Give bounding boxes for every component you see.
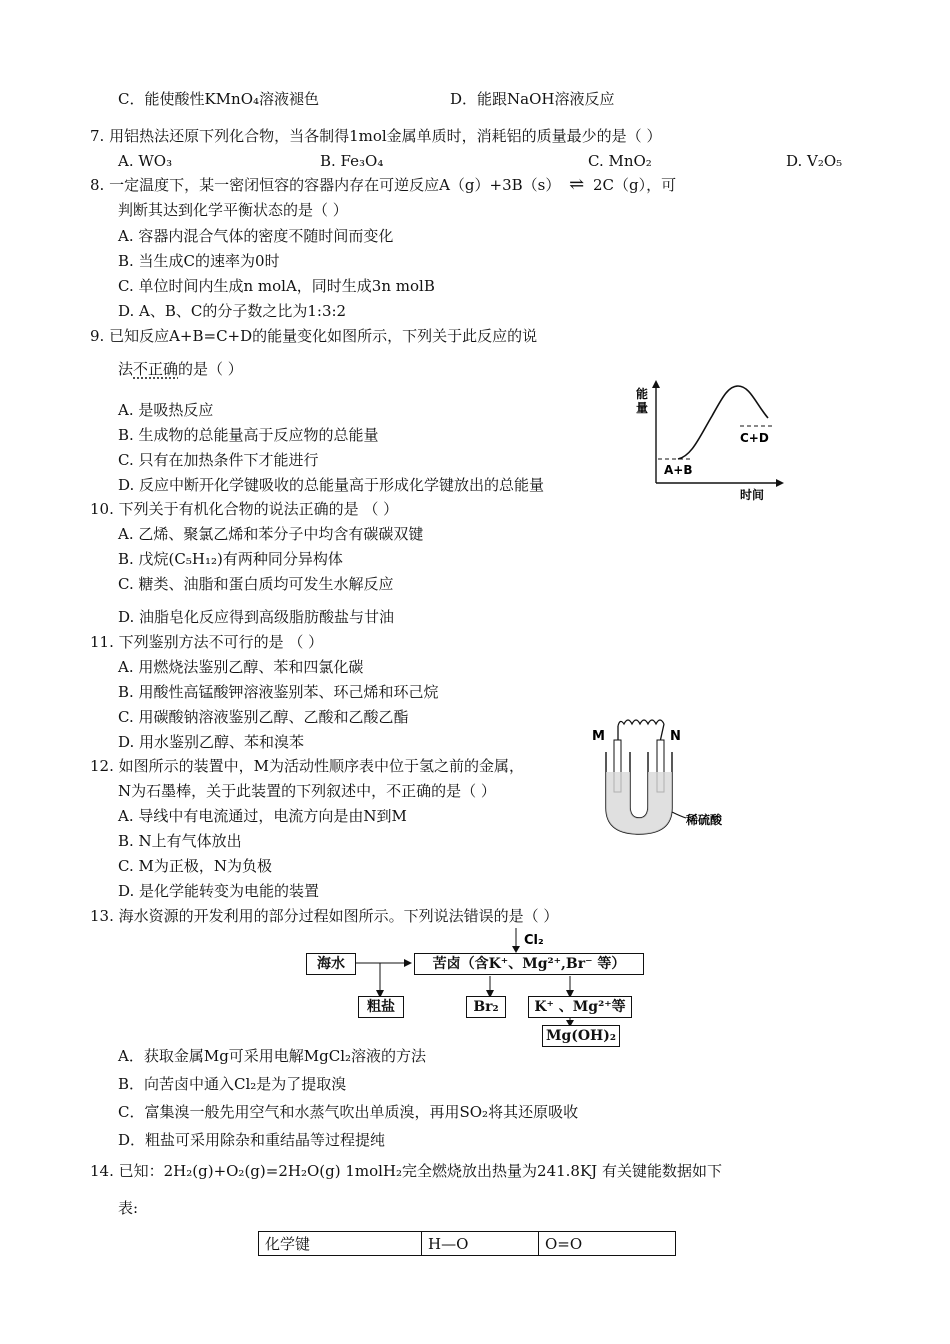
q9-option-c: C. 只有在加热条件下才能进行 — [118, 451, 319, 469]
reactant-label: A+B — [664, 463, 693, 477]
q12-option-a: A. 导线中有电流通过，电流方向是由N到M — [118, 807, 407, 825]
bond-energy-table — [258, 1231, 676, 1256]
q12-stem-line2: N为石墨棒，关于此装置的下列叙述中，不正确的是（ ） — [118, 782, 496, 800]
q9-emphasis: 不正确 — [133, 360, 179, 378]
table-row — [259, 1232, 676, 1256]
q9-option-d: D. 反应中断开化学键吸收的总能量高于形成化学键放出的总能量 — [118, 476, 545, 494]
table-header-bond: 化学键 — [259, 1232, 422, 1256]
q10-option-c: C. 糖类、油脂和蛋白质均可发生水解反应 — [118, 575, 394, 593]
q8-option-d: D. A、B、C的分子数之比为1:3:2 — [118, 302, 347, 320]
q14-stem-line1: 14. 已知：2H₂(g)+O₂(g)=2H₂O(g) 1molH₂完全燃烧放出热量为241.8KJ 有关键能数据如下 — [90, 1162, 722, 1180]
xlabel: 时间 — [740, 488, 765, 502]
acid-label: 稀硫酸 — [686, 813, 723, 827]
mgoh2-box: Mg(OH)₂ — [542, 1025, 620, 1047]
q6-option-d: D．能跟NaOH溶液反应 — [450, 90, 615, 108]
bittern-box: 苦卤（含K⁺、Mg²⁺,Br⁻ 等） — [414, 953, 644, 975]
q9-stem-suffix: 的是（ ） — [178, 360, 243, 378]
q9-stem-line2 — [118, 359, 243, 379]
q10-option-a: A. 乙烯、聚氯乙烯和苯分子中均含有碳碳双键 — [118, 525, 424, 543]
q8-option-c: C. 单位时间内生成n molA，同时生成3n molB — [118, 277, 435, 295]
cl2-label: Cl₂ — [524, 933, 544, 948]
electrode-m-label: M — [592, 729, 605, 744]
q12-option-c: C. M为正极，N为负极 — [118, 857, 272, 875]
br2-box: Br₂ — [466, 996, 506, 1018]
table-header-ho: H—O — [422, 1232, 539, 1256]
q8-stem-part1: 8. 一定温度下，某一密闭恒容的容器内存在可逆反应A（g）+3B（s） — [90, 176, 561, 194]
q10-option-b: B. 戊烷(C₅H₁₂)有两种同分异构体 — [118, 550, 343, 568]
q11-option-a: A. 用燃烧法鉴别乙醇、苯和四氯化碳 — [118, 658, 364, 676]
u-tube-figure — [588, 712, 768, 842]
product-label: C+D — [740, 431, 769, 445]
q12-option-b: B. N上有气体放出 — [118, 832, 242, 850]
electrode-n-label: N — [670, 729, 681, 744]
q10-option-d: D. 油脂皂化反应得到高级脂肪酸盐与甘油 — [118, 608, 395, 626]
q11-stem: 11. 下列鉴别方法不可行的是 （ ） — [90, 633, 324, 651]
q7-option-d: D. V₂O₅ — [786, 152, 843, 170]
q9-option-a: A. 是吸热反应 — [118, 401, 214, 419]
q12-option-d: D. 是化学能转变为电能的装置 — [118, 882, 320, 900]
q10-stem: 10. 下列关于有机化合物的说法正确的是 （ ） — [90, 500, 399, 518]
q7-option-a: A. WO₃ — [118, 152, 173, 170]
q13-option-c: C．富集溴一般先用空气和水蒸气吹出单质溴，再用SO₂将其还原吸收 — [118, 1103, 579, 1121]
q13-stem: 13. 海水资源的开发利用的部分过程如图所示。下列说法错误的是（ ） — [90, 907, 559, 925]
q8-option-a: A. 容器内混合气体的密度不随时间而变化 — [118, 227, 394, 245]
q9-option-b: B. 生成物的总能量高于反应物的总能量 — [118, 426, 379, 444]
q8-stem-line2: 判断其达到化学平衡状态的是（ ） — [118, 201, 348, 219]
q13-option-a: A．获取金属Mg可采用电解MgCl₂溶液的方法 — [118, 1047, 427, 1065]
q7-option-c: C. MnO₂ — [588, 152, 652, 170]
q13-option-d: D．粗盐可采用除杂和重结晶等过程提纯 — [118, 1131, 386, 1149]
q9-stem-prefix: 法 — [118, 360, 134, 378]
table-header-oo: O=O — [539, 1232, 676, 1256]
seawater-box: 海水 — [306, 953, 356, 975]
q7-stem: 7. 用铝热法还原下列化合物，当各制得1mol金属单质时，消耗铝的质量最少的是（ ） — [90, 127, 662, 145]
q11-option-d: D. 用水鉴别乙醇、苯和溴苯 — [118, 733, 305, 751]
q9-stem-line1: 9. 已知反应A+B=C+D的能量变化如图所示，下列关于此反应的说 — [90, 327, 538, 345]
q8-stem-part2: 2C（g），可 — [593, 176, 677, 194]
q14-stem-line2: 表: — [118, 1199, 139, 1217]
reversible-arrow-icon: ⇌ — [569, 174, 585, 195]
q6-option-c: C．能使酸性KMnO₄溶液褪色 — [118, 90, 320, 108]
crude-salt-box: 粗盐 — [358, 996, 404, 1018]
ylabel-char-2: 量 — [636, 401, 649, 415]
q13-option-b: B．向苦卤中通入Cl₂是为了提取溴 — [118, 1075, 347, 1093]
q11-option-c: C. 用碳酸钠溶液鉴别乙醇、乙酸和乙酸乙酯 — [118, 708, 409, 726]
ylabel-char-1: 能 — [636, 387, 649, 401]
ions-box: K⁺ 、Mg²⁺等 — [528, 996, 632, 1018]
q8-stem-line1 — [90, 175, 676, 195]
energy-diagram — [630, 378, 790, 503]
q12-stem-line1: 12. 如图所示的装置中，M为活动性顺序表中位于氢之前的金属， — [90, 757, 524, 775]
q11-option-b: B. 用酸性高锰酸钾溶液鉴别苯、环己烯和环己烷 — [118, 683, 439, 701]
q7-option-b: B. Fe₃O₄ — [320, 152, 384, 170]
q8-option-b: B. 当生成C的速率为0时 — [118, 252, 280, 270]
